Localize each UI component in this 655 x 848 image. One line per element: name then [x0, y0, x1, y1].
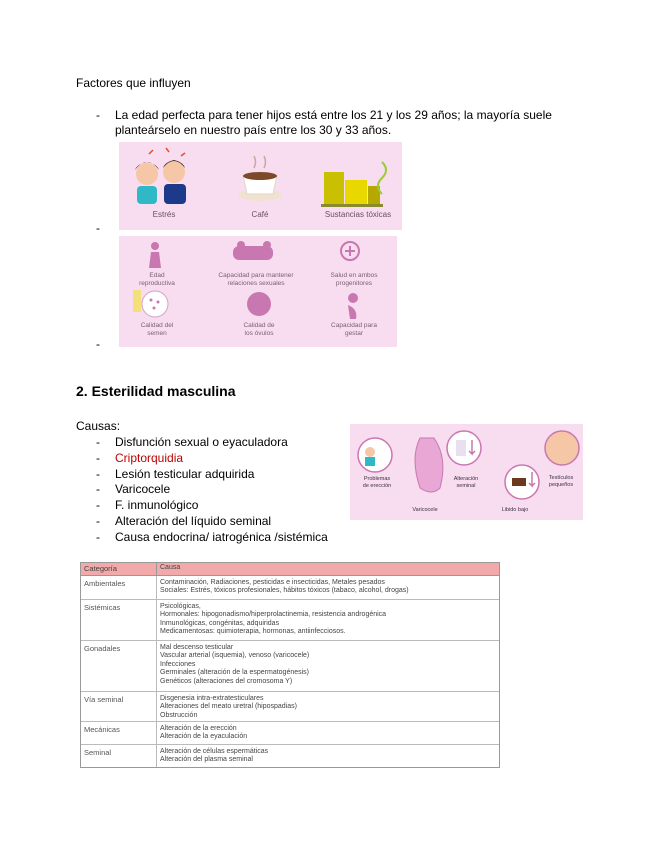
caption-coffee: Café — [251, 210, 269, 219]
caption-toxic: Sustancias tóxicas — [324, 210, 392, 219]
list-item: - F. inmunológico — [96, 498, 199, 513]
caption-edad: Edad reproductiva — [139, 272, 175, 287]
causes-table — [80, 562, 500, 768]
caption-ereccion: Problemas de erección — [362, 476, 392, 489]
list-item: - Lesión testicular adquirida — [96, 466, 255, 481]
table-header — [81, 563, 499, 576]
bullet-dash: - — [96, 221, 100, 235]
table-row: Vía seminal Disgenesia intra-extratesticulares Alteraciones del meato uretral (hipospadias) Obstrucción — [81, 692, 499, 722]
bullet-dash: - — [96, 108, 100, 122]
list-item: - Disfunción sexual o eyaculadora — [96, 435, 288, 449]
table-row: Seminal Alteración de células espermáticas Alteración del plasma seminal — [81, 745, 499, 767]
fertility-factors-image — [119, 236, 397, 347]
header-category: Categoría — [84, 564, 117, 573]
caption-capacidad-relaciones: Capacidad para mantener relaciones sexuales — [218, 272, 294, 287]
table-row: Gonadales Mal descenso testicular Vascular arterial (isquemia), venoso (varicocele) Infecciones Germinales (alteración de la espermatogénesis) Genéticos (alteraciones del cromosoma Y) — [81, 641, 499, 692]
caption-libido: Libido bajo — [501, 507, 529, 513]
list-item: - Criptorquidia — [96, 450, 184, 465]
list-item: - Causa endocrina/ iatrogénica /sistémica — [96, 529, 328, 544]
caption-testiculos: Testículos pequeños — [548, 475, 574, 488]
table-row: Mecánicas Alteración de la erección Alteración de la eyaculación — [81, 722, 499, 745]
male-infertility-image — [350, 424, 583, 520]
table-row: Sistémicas Psicológicas, Hormonales: hipogonadismo/hiperprolactinemia, resistencia androgénica Inmunológicas, congénitas, adquiridas Medicamentosas: quimioterapia, hormonas, antiinfecciosos. — [81, 600, 499, 641]
section-title: 2. Esterilidad masculina — [76, 383, 236, 399]
caption-salud: Salud en ambos progenitores — [330, 272, 378, 287]
caption-alteracion-seminal: Alteración seminal — [453, 476, 479, 489]
caption-semen: Calidad del semen — [140, 322, 174, 337]
bullet-text — [115, 108, 555, 138]
bullet-line-2: planteárselo en nuestro país entre los 30 y 33 años. — [115, 123, 392, 137]
caption-stress: Estrés — [152, 210, 176, 219]
caption-varicocele: Varicocele — [412, 507, 438, 513]
caption-ovulos: Calidad de los óvulos — [243, 322, 275, 337]
caption-gestar: Capacidad para gestar — [331, 322, 377, 337]
list-item: - Alteración del líquido seminal — [96, 513, 272, 528]
male-infertility-icons — [350, 424, 583, 520]
table-row: Ambientales Contaminación, Radiaciones, pesticidas e insecticidas, Metales pesados Sociales: Estrés, tóxicos profesionales, hábitos tóxicos (tabaco, alcohol, drogas) — [81, 576, 499, 600]
causes-label: Causas: — [76, 419, 121, 433]
factors-image — [119, 142, 402, 230]
section-heading: Factores que influyen — [76, 76, 191, 90]
header-cause: Causa — [160, 564, 181, 571]
bullet-dash: - — [96, 337, 100, 351]
list-item: - Varicocele — [96, 482, 171, 497]
bullet-line-1: La edad perfecta para tener hijos está entre los 21 y los 29 años; la mayoría suele — [115, 108, 552, 122]
causes-list — [96, 435, 346, 546]
